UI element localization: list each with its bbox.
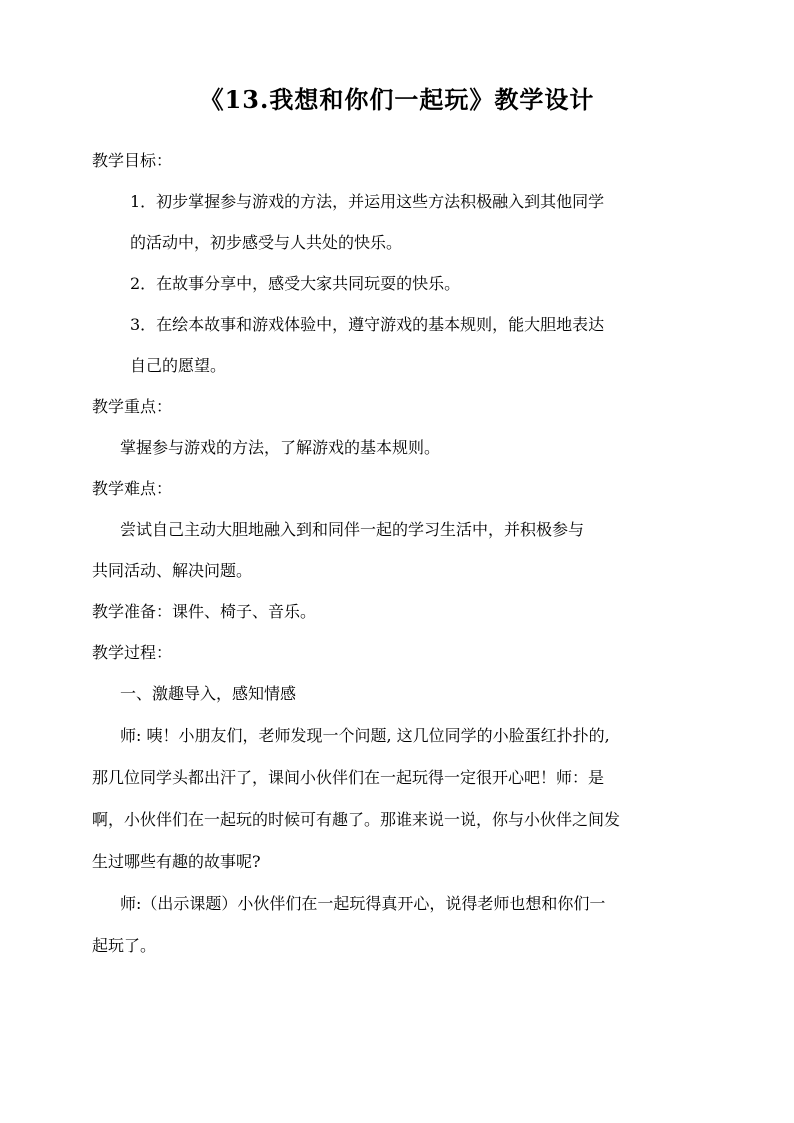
dialogue-line-4: 生过哪些有趣的故事呢? (92, 852, 261, 871)
objective-2: 2．在故事分享中，感受大家共同玩耍的快乐。 (130, 274, 461, 293)
section-heading-key-points: 教学重点： (92, 397, 173, 416)
dialogue-line-6: 起玩了。 (92, 936, 157, 955)
dialogue-line-1: 师: 咦！小朋友们，老师发现一个问题, 这几位同学的小脸蛋红扑扑的, (120, 726, 610, 745)
process-step-1-heading: 一、激趣导入，感知情感 (120, 684, 297, 703)
difficulties-line-1: 尝试自己主动大胆地融入到和同伴一起的学习生活中，并积极参与 (120, 520, 585, 539)
section-heading-difficulties: 教学难点： (92, 479, 173, 498)
difficulties-line-2: 共同活动、解决问题。 (92, 561, 253, 580)
section-heading-process: 教学过程： (92, 643, 173, 662)
preparation: 教学准备：课件、椅子、音乐。 (92, 602, 317, 621)
objective-3-line-2: 自己的愿望。 (130, 356, 227, 375)
objective-3-line-1: 3．在绘本故事和游戏体验中，遵守游戏的基本规则，能大胆地表达 (130, 315, 605, 334)
objective-1-line-1: 1．初步掌握参与游戏的方法，并运用这些方法积极融入到其他同学 (130, 192, 605, 211)
dialogue-line-2: 那几位同学头都出汗了，课间小伙伴们在一起玩得一定很开心吧！师：是 (92, 768, 605, 787)
section-heading-objectives: 教学目标： (92, 151, 173, 170)
document-title: 《13.我想和你们一起玩》教学设计 (199, 85, 595, 114)
key-points-text: 掌握参与游戏的方法，了解游戏的基本规则。 (120, 438, 441, 457)
objective-1-line-2: 的活动中，初步感受与人共处的快乐。 (130, 233, 403, 252)
dialogue-line-3: 啊，小伙伴们在一起玩的时候可有趣了。那谁来说一说，你与小伙伴之间发 (92, 810, 621, 829)
dialogue-line-5: 师:（出示课题）小伙伴们在一起玩得真开心，说得老师也想和你们一 (120, 894, 606, 913)
